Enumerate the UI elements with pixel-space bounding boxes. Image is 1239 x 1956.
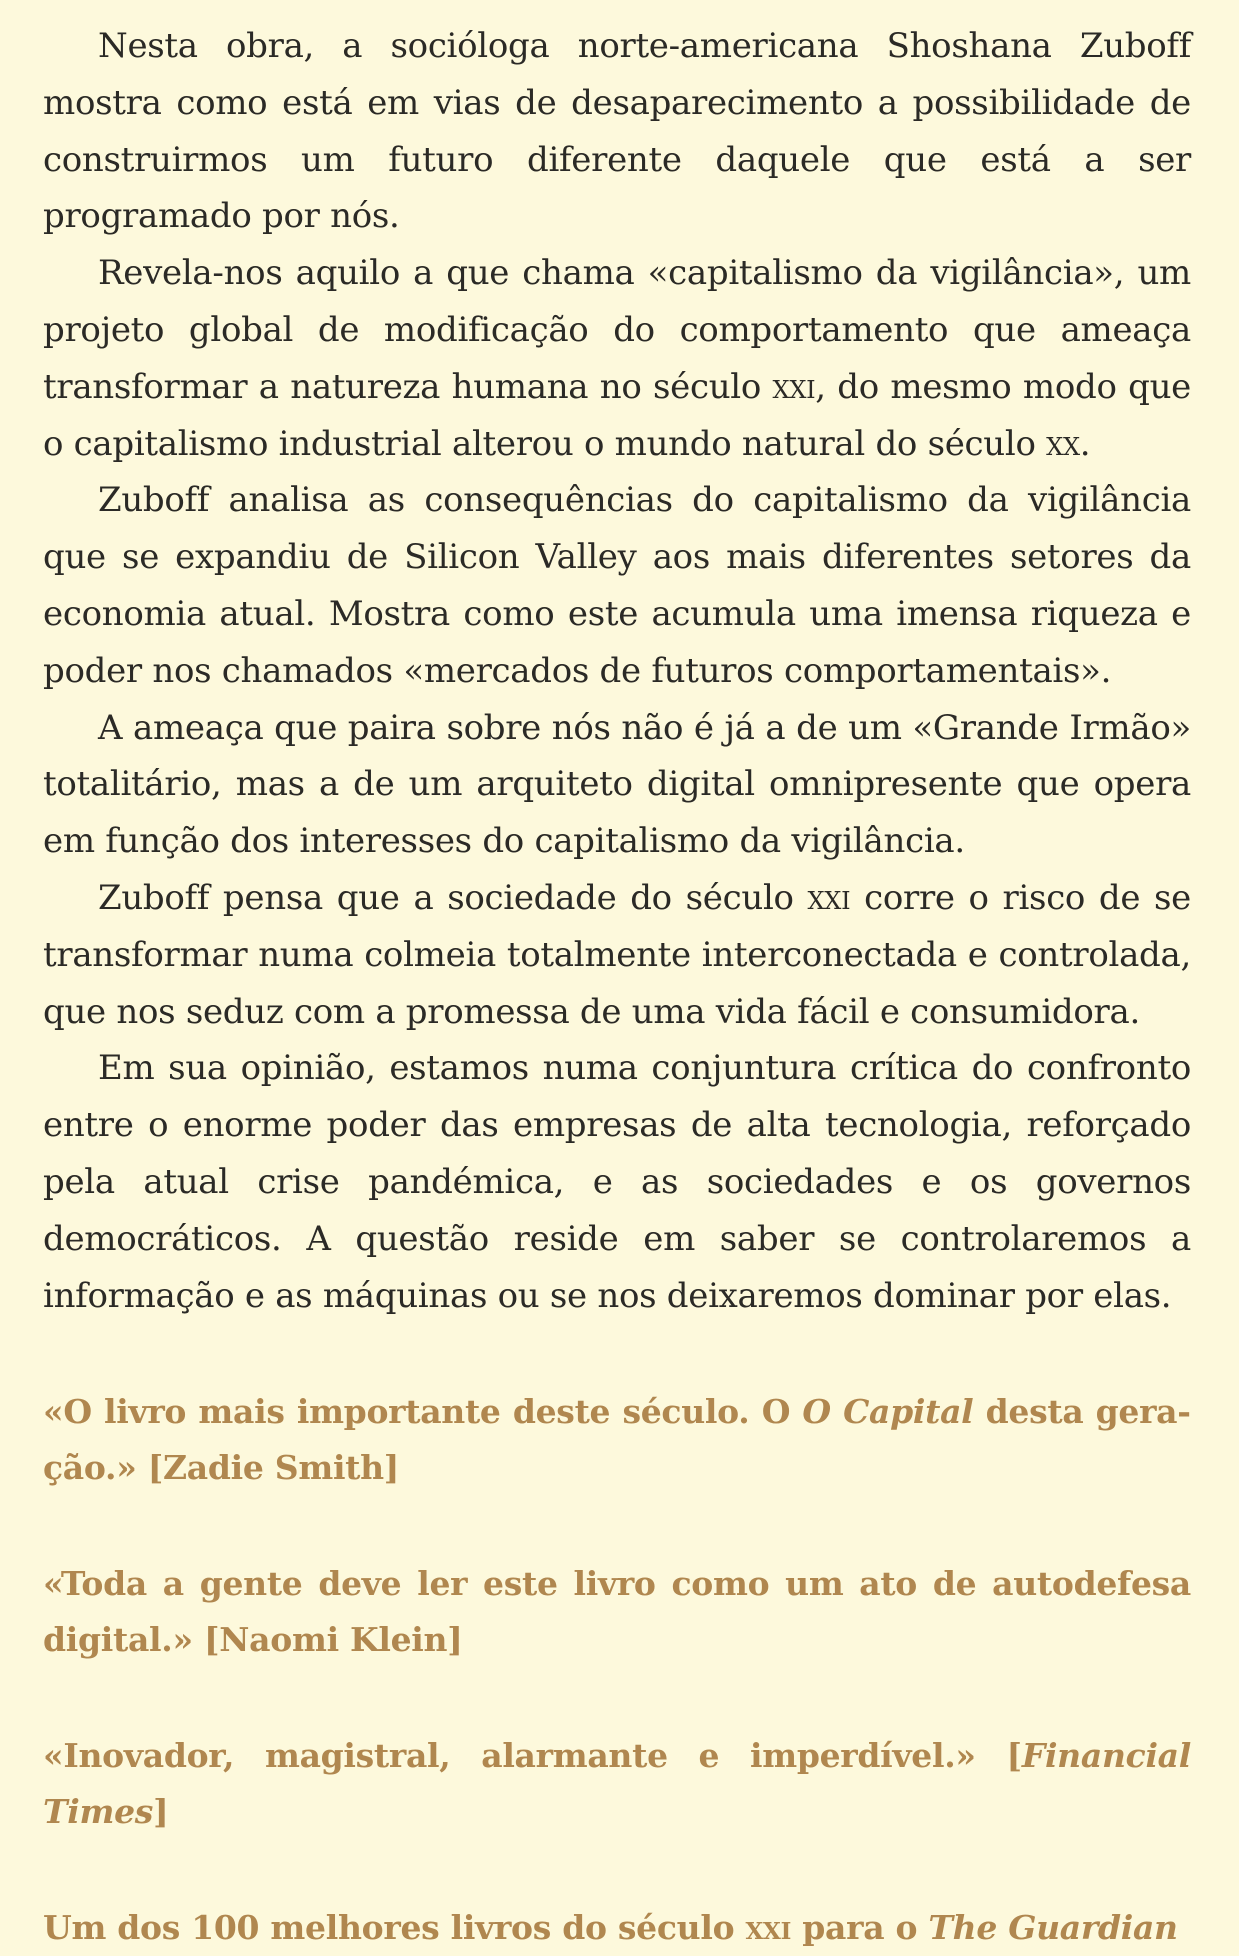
quote-naomi-klein: «Toda a gente deve ler este livro como um ato de autodefesa digital.» [Naomi Klein]: [43, 1564, 1191, 1660]
paragraph-5-text-start: Zuboff pensa que a sociedade do século: [98, 877, 808, 918]
synopsis-paragraph-3: Zuboff analisa as consequências do capitalismo da vigilância que se expandiu de Silicon Valley aos mais diferentes setores da economia atual. Mostra como este acumula uma imensa riqueza e poder nos chamados «mercados de futuros comportamentais».: [43, 480, 1191, 691]
synopsis-paragraph-1: Nesta obra, a socióloga norte-americana Shoshana Zuboff mostra como está em vias de desaparecimento a possibilidade de construirmos um futuro diferente daquele que está a ser programado por nós.: [43, 26, 1191, 237]
quote-zadie-smith: [43, 1384, 1191, 1496]
synopsis: [43, 18, 1191, 1324]
guardian-accolade: [43, 1900, 1191, 1956]
synopsis-paragraph-4: A ameaça que paira sobre nós não é já a de um «Grande Irmão» totalitário, mas a de um arquiteto digital omnipresente que opera em função dos interesses do capitalismo da vigilância.: [43, 707, 1191, 862]
quote-source: Financial Times: [43, 1736, 1191, 1832]
paragraph-2-text-start: Revela-nos aquilo a que chama «capitalismo da vigilância», um projeto global de modificação do comportamento que ameaça transformar a natureza humana no século: [43, 253, 1191, 407]
quote-financial-times: [43, 1728, 1191, 1840]
paragraph-5-text-end: corre o risco de se transformar numa colmeia totalmente interconectada e controlada, que nos seduz com a promessa de uma vida fácil e consumidora.: [43, 877, 1191, 1032]
synopsis-paragraph-5: [43, 870, 1191, 1040]
press-quotes: [43, 1384, 1191, 1956]
century-numeral: xx: [1046, 423, 1080, 464]
quote-text-start: «Inovador, magistral, alarmante e imperdível.» [: [43, 1736, 1022, 1776]
century-numeral: xxi: [807, 877, 851, 918]
back-cover-page: [43, 18, 1191, 1956]
synopsis-paragraph-2: [43, 245, 1191, 472]
paragraph-2-text-end: .: [1079, 423, 1091, 464]
quote-text-end: ]: [153, 1792, 169, 1832]
quote-text-start: «O livro mais importante deste século. O: [43, 1392, 803, 1432]
accolade-text-start: Um dos 100 melhores livros do século: [43, 1908, 746, 1948]
century-numeral: xxi: [772, 366, 816, 407]
accolade-source: The Guardian: [928, 1908, 1178, 1948]
synopsis-paragraph-6: Em sua opinião, estamos numa conjuntura crítica do confronto entre o enorme poder das empresas de alta tecnologia, reforçado pela atual crise pandémica, e as sociedades e os governos democráticos. A questão reside em saber se controlaremos a informação e as máquinas ou se nos deixaremos dominar por elas.: [43, 1048, 1191, 1316]
paragraph-2-text-middle: , do mesmo modo que o capitalismo industrial alterou o mundo natural do século: [43, 366, 1191, 464]
book-title: O Capital: [802, 1392, 974, 1432]
quote-text-end: desta geração.» [Zadie Smith]: [43, 1392, 1191, 1488]
accolade-text-middle: para o: [791, 1908, 929, 1948]
century-numeral: xxi: [745, 1908, 792, 1948]
